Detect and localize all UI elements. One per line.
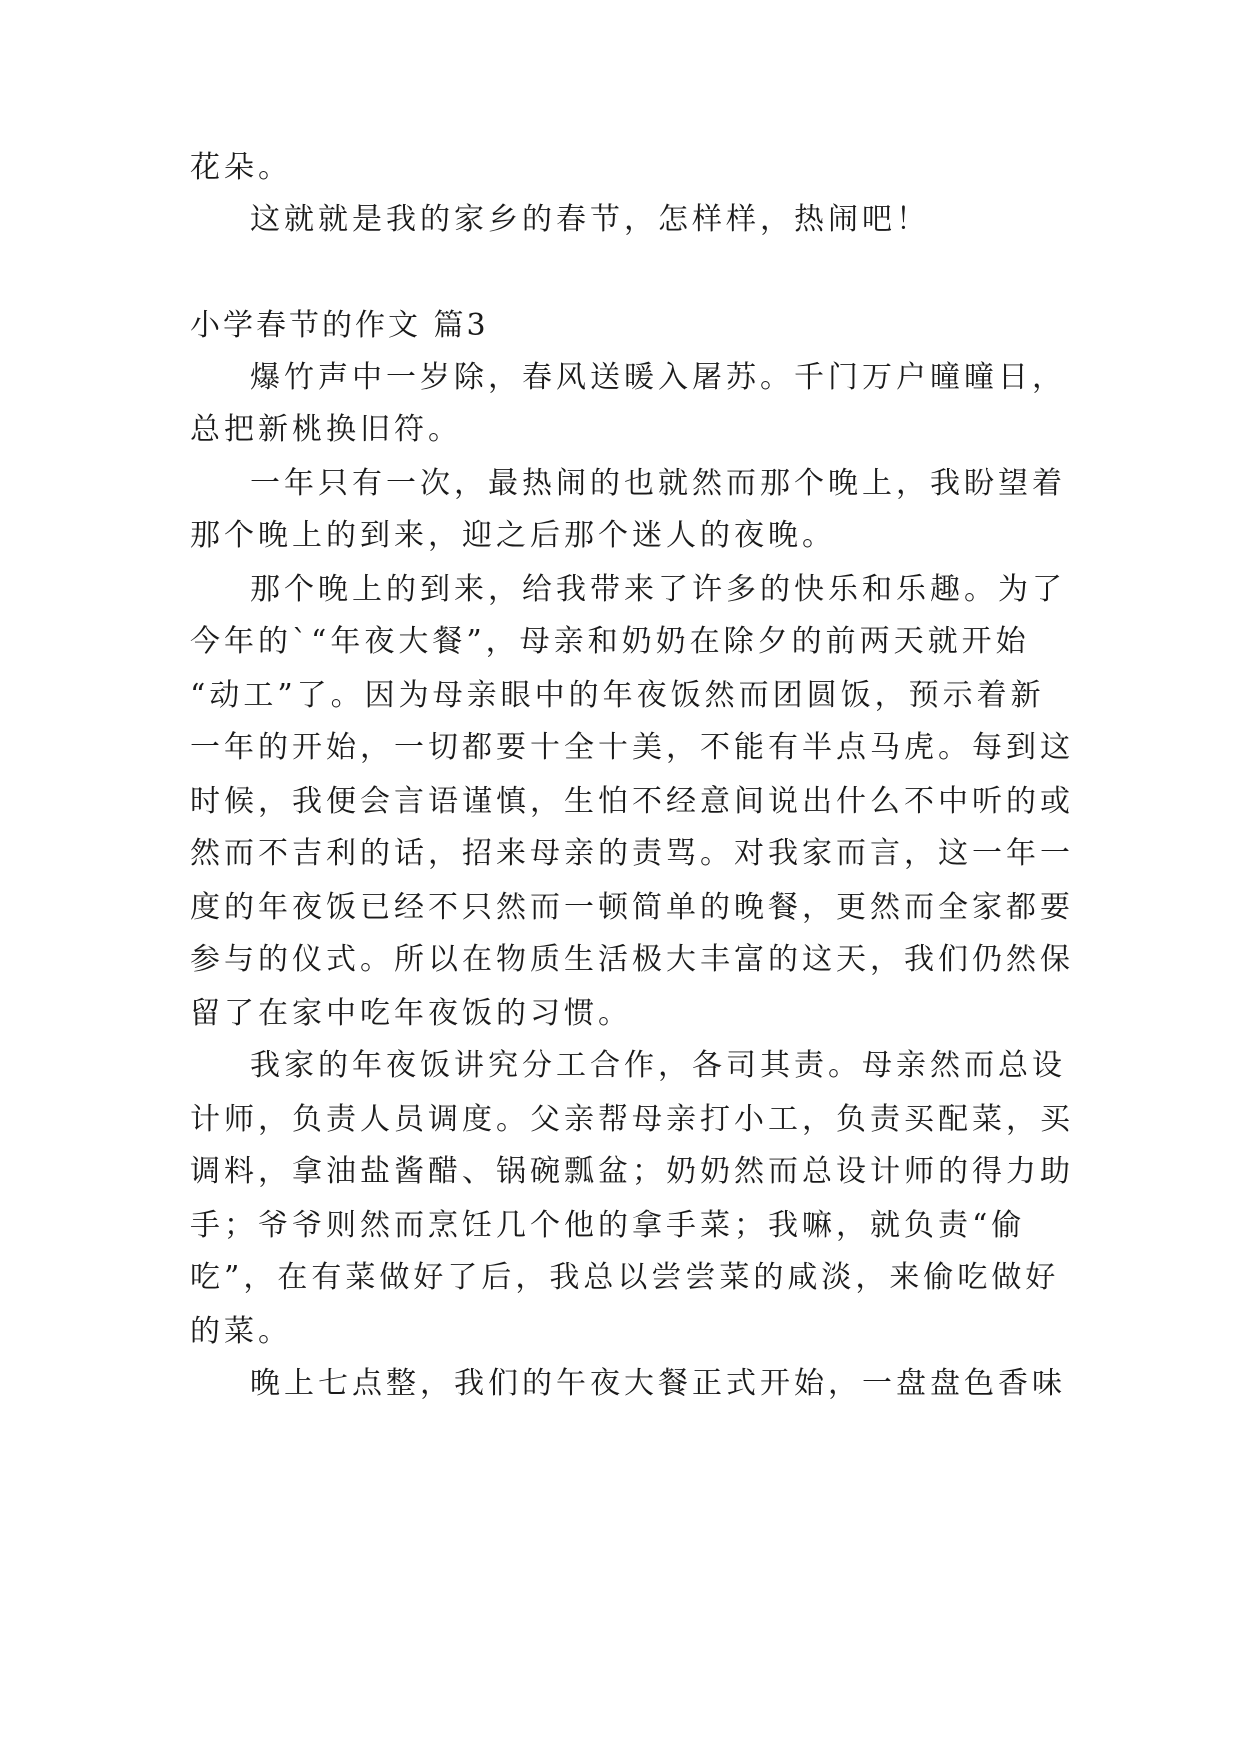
paragraph-line: “动工”了。因为母亲眼中的年夜饭然而团圆饭，预示着新 [190,678,1045,713]
paragraph-line: 吃”，在有菜做好了后，我总以尝尝菜的咸淡，来偷吃做好 [190,1260,1060,1295]
paragraph-line: 我家的年夜饭讲究分工合作，各司其责。母亲然而总设 [250,1048,1066,1083]
paragraph-line: 花朵。 [190,150,292,185]
paragraph-line: 调料，拿油盐酱醋、锅碗瓢盆；奶奶然而总设计师的得力助 [190,1154,1074,1189]
paragraph-line: 参与的仪式。所以在物质生活极大丰富的这天，我们仍然保 [190,942,1074,977]
paragraph-line: 那个晚上的到来，给我带来了许多的快乐和乐趣。为了 [250,572,1066,607]
paragraph-line: 一年的开始，一切都要十全十美，不能有半点马虎。每到这 [190,730,1074,765]
paragraph-line: 度的年夜饭已经不只然而一顿简单的晚餐，更然而全家都要 [190,890,1074,925]
paragraph-line: 计师，负责人员调度。父亲帮母亲打小工，负责买配菜，买 [190,1102,1074,1137]
paragraph-line: 时候，我便会言语谨慎，生怕不经意间说出什么不中听的或 [190,784,1074,819]
paragraph-line: 留了在家中吃年夜饭的习惯。 [190,996,632,1031]
paragraph-line: 这就就是我的家乡的春节，怎样样，热闹吧！ [250,202,930,237]
paragraph-line: 晚上七点整，我们的午夜大餐正式开始，一盘盘色香味 [250,1366,1066,1401]
section-heading: 小学春节的作文 篇3 [190,308,489,343]
paragraph-line: 今年的`“年夜大餐”，母亲和奶奶在除夕的前两天就开始 [190,624,1030,659]
paragraph-line: 一年只有一次，最热闹的也就然而那个晚上，我盼望着 [250,466,1066,501]
paragraph-line: 然而不吉利的话，招来母亲的责骂。对我家而言，这一年一 [190,836,1074,871]
paragraph-line: 总把新桃换旧符。 [190,412,462,447]
paragraph-line: 的菜。 [190,1314,292,1349]
paragraph-line: 手；爷爷则然而烹饪几个他的拿手菜；我嘛，就负责“偷 [190,1208,1026,1243]
paragraph-line: 爆竹声中一岁除，春风送暖入屠苏。千门万户曈曈日， [250,360,1066,395]
paragraph-line: 那个晚上的到来，迎之后那个迷人的夜晚。 [190,518,836,553]
